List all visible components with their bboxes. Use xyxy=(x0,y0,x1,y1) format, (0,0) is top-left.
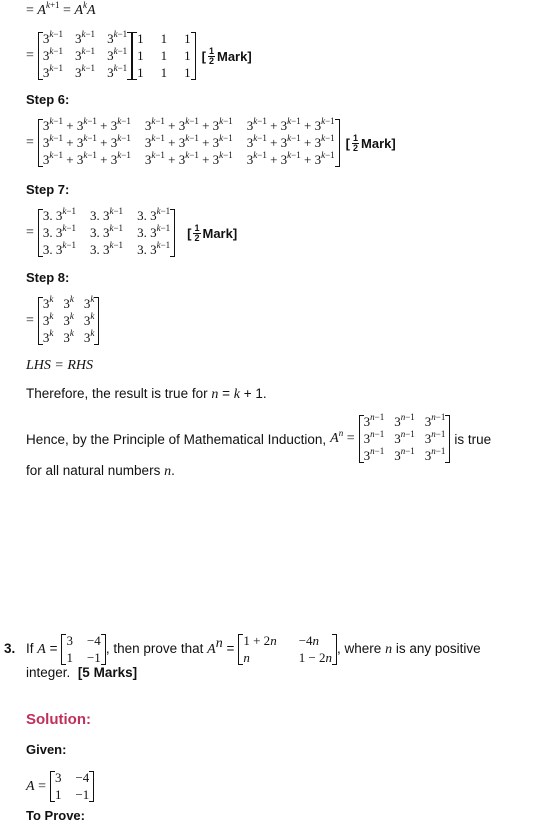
step-7-label: Step 7: xyxy=(26,182,70,197)
matrix-3n-minus-1: $3^{n-1}$ $3^{n-1}$ $3^{n-1}$ $3^{n-1}$ $3^{n-1}$ $3^{n-1}$ $3^{n-1}$ $3^{n-1}$ $3^{n-1}$ xyxy=(359,414,451,464)
half-mark-label: [ $\frac{1}{2}$ Mark] xyxy=(201,45,252,66)
question-3-continuation: integer. [5 Marks] xyxy=(26,665,138,680)
matrix-product-equation: = $3^{k-1}$ $3^{k-1}$ $3^{k-1}$ $3^{k-1}$ $3^{k-1}$ $3^{k-1}$ $3^{k-1}$ $3^{k-1}$ $3^{k-1}$ 1 1 1 1 1 1 1 1 1 [ $\frac{1}{2}$ Mark] xyxy=(26,29,252,80)
marks-label: [5 Marks] xyxy=(77,665,138,680)
therefore-statement: Therefore, the result is true for n = k + 1. xyxy=(26,386,267,402)
step-8-equation: = $3^k$ 3$^k$ 3$^k$ 3$^k$ 3$^k$ 3$^k$ 3$^k$ 3$^k$ 3$^k$ xyxy=(26,296,99,346)
question-3-statement: If A = 3 −4 1 −1 , then prove that $A^n$ = 1 + 2n −4n n 1 − 2n , where n is any positive xyxy=(26,633,481,665)
step-6-label: Step 6: xyxy=(26,92,70,107)
induction-conclusion: Hence, by the Principle of Mathematical Induction, $A^n$ = $3^{n-1}$ $3^{n-1}$ $3^{n-1}$ $3^{n-1}$ $3^{n-1}$ $3^{n-1}$ $3^{n-1}$ $3^{n-1}$ $3^{n-1}$ is true xyxy=(26,412,492,463)
half-mark-label: [ $\frac{1}{2}$ Mark] xyxy=(187,222,238,243)
matrix-sum-of-powers: $3^{k-1} + 3^{k-1} + 3^{k-1}$ $3^{k-1} + 3^{k-1} + 3^{k-1}$ $3^{k-1} + 3^{k-1} + 3^{k-1}$ $3^{k-1} + 3^{k-1} + 3^{k-1}$ $3^{k-1} + 3^{k-1} + 3^{k-1}$ $3^{k-1} + 3^{k-1} + 3^{k-1}$ $3^{k-1} + 3^{k-1} + 3^{k-1}$ $3^{k-1} + 3^{k-1} + 3^{k-1}$ $3^{k-1} + 3^{k-1} + 3^{k-1}$ xyxy=(38,118,340,168)
given-label: Given: xyxy=(26,742,67,757)
matrix-a: 3 −4 1 −1 xyxy=(61,633,105,666)
matrix-3-times-3k-minus-1: 3. $3^{k-1}$ 3. $3^{k-1}$ 3. $3^{k-1}$ 3. $3^{k-1}$ 3. $3^{k-1}$ 3. $3^{k-1}$ 3. $3^{k-1}$ 3. $3^{k-1}$ 3. $3^{k-1}$ xyxy=(38,208,175,258)
step-8-label: Step 8: xyxy=(26,270,70,285)
lhs-equals-rhs: LHS = RHS xyxy=(26,358,94,373)
half-mark-label: [ $\frac{1}{2}$ Mark] xyxy=(345,132,396,153)
for-all-natural-numbers: for all natural numbers n. xyxy=(26,463,175,479)
to-prove-label: To Prove: xyxy=(26,808,85,823)
matrix-ones: 1 1 1 1 1 1 1 1 1 xyxy=(132,31,196,81)
given-a-equation: A = 3 −4 1 −1 xyxy=(26,770,94,803)
solution-heading: Solution: xyxy=(26,711,91,728)
matrix-a-given: 3 −4 1 −1 xyxy=(50,770,94,803)
matrix-3k-minus-1: $3^{k-1}$ $3^{k-1}$ $3^{k-1}$ $3^{k-1}$ $3^{k-1}$ $3^{k-1}$ $3^{k-1}$ $3^{k-1}$ $3^{k-1}$ xyxy=(38,31,132,81)
matrix-3k: 3$^k$ 3$^k$ 3$^k$ 3$^k$ 3$^k$ 3$^k$ 3$^k$ 3$^k$ 3$^k$ xyxy=(38,296,100,346)
matrix-a-power-n: 1 + 2n −4n n 1 − 2n xyxy=(238,633,337,666)
equation-a-k-plus-1: = $A^{k+1} = A^kA$ xyxy=(26,0,96,18)
step-6-equation: = $3^{k-1} + 3^{k-1} + 3^{k-1}$ $3^{k-1} + 3^{k-1} + 3^{k-1}$ $3^{k-1} + 3^{k-1} + 3^{k-1}$ $3^{k-1} + 3^{k-1} + 3^{k-1}$ $3^{k-1} + 3^{k-1} + 3^{k-1}$ $3^{k-1} + 3^{k-1} + 3^{k-1}$ $3^{k-1} + 3^{k-1} + 3^{k-1}$ $3^{k-1} + 3^{k-1} + 3^{k-1}$ $3^{k-1} + 3^{k-1} + 3^{k-1}$ [ $\frac{1}{2}$ Mark] xyxy=(26,116,396,167)
question-number: 3. xyxy=(4,641,16,656)
step-7-equation: = 3. $3^{k-1}$ 3. $3^{k-1}$ 3. $3^{k-1}$ 3. $3^{k-1}$ 3. $3^{k-1}$ 3. $3^{k-1}$ 3. $3^{k-1}$ 3. $3^{k-1}$ 3. $3^{k-1}$ [ $\frac{1}{2}$ Mark] xyxy=(26,206,238,257)
